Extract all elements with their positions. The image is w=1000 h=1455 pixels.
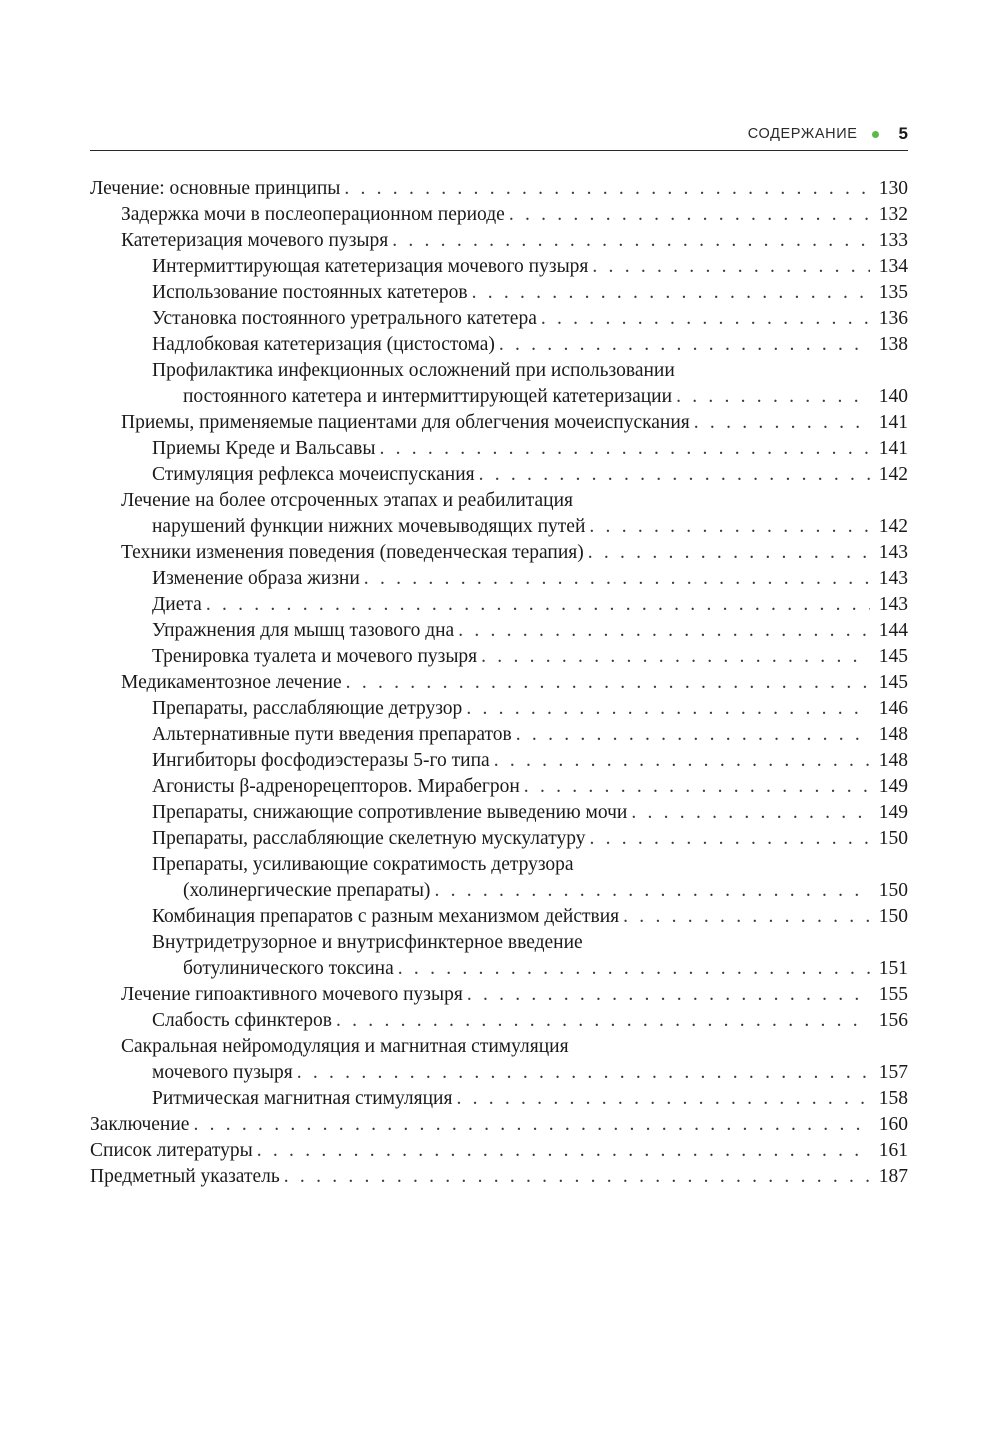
- dot-leader: [588, 540, 870, 566]
- toc-entry-title: Лечение на более отсроченных этапах и реабилитация: [121, 490, 574, 511]
- toc-entry-title: Альтернативные пути введения препаратов: [152, 724, 512, 745]
- toc-entry-title: Приемы Креде и Вальсавы: [152, 438, 376, 459]
- dot-leader: [284, 1164, 870, 1190]
- toc-page-number: 141: [878, 438, 908, 459]
- toc-entry-title: Задержка мочи в послеоперационном периоде: [121, 204, 505, 225]
- toc-page-number: 148: [878, 750, 908, 771]
- toc-entry-title: Предметный указатель: [90, 1166, 280, 1187]
- toc-entry: [90, 202, 908, 228]
- dot-leader: [364, 566, 870, 592]
- toc-entry-title: Приемы, применяемые пациентами для облегчения мочеиспускания: [121, 412, 690, 433]
- toc-entry: [90, 462, 908, 488]
- toc-page-number: 145: [878, 672, 908, 693]
- toc-page-number: 133: [878, 230, 908, 251]
- dot-leader: [541, 306, 870, 332]
- toc-entry-title: Лечение: основные принципы: [90, 178, 341, 199]
- toc-page-number: 130: [878, 178, 908, 199]
- toc-entry-title: Установка постоянного уретрального катетера: [152, 308, 537, 329]
- dot-leader: [193, 1112, 870, 1138]
- toc-page-number: 187: [878, 1166, 908, 1187]
- toc-entry: [90, 436, 908, 462]
- toc-entry-title: Изменение образа жизни: [152, 568, 360, 589]
- dot-leader: [589, 826, 870, 852]
- toc-entry-title-continuation: нарушений функции нижних мочевыводящих путей: [152, 516, 586, 537]
- toc-entry-title: Стимуляция рефлекса мочеиспускания: [152, 464, 475, 485]
- toc-page-number: 149: [878, 776, 908, 797]
- toc-entry: [90, 280, 908, 306]
- toc-page-number: 132: [878, 204, 908, 225]
- toc-page-number: 142: [878, 516, 908, 537]
- dot-leader: [466, 696, 870, 722]
- toc-entry-title-continuation: (холинергические препараты): [183, 880, 431, 901]
- toc-entry-title: Слабость сфинктеров: [152, 1010, 332, 1031]
- dot-leader: [676, 384, 870, 410]
- toc-page-number: 157: [878, 1062, 908, 1083]
- dot-leader: [694, 410, 870, 436]
- toc-entry-title: Агонисты β-адренорецепторов. Мирабегрон: [152, 776, 520, 797]
- toc-entry-title: Интермиттирующая катетеризация мочевого пузыря: [152, 256, 589, 277]
- dot-leader: [392, 228, 870, 254]
- toc-entry: [90, 254, 908, 280]
- toc-entry-title: Ритмическая магнитная стимуляция: [152, 1088, 453, 1109]
- toc-page-number: 150: [878, 880, 908, 901]
- toc-entry-title: Комбинация препаратов с разным механизмом действия: [152, 906, 620, 927]
- running-header: [90, 122, 908, 151]
- toc-page-number: 160: [878, 1114, 908, 1135]
- dot-leader: [467, 982, 870, 1008]
- toc-page-number: 143: [878, 594, 908, 615]
- toc-entry: [90, 1034, 908, 1086]
- toc-entry: [90, 1008, 908, 1034]
- toc-page-number: 156: [878, 1010, 908, 1031]
- toc-entry: [90, 358, 908, 410]
- toc-entry: [90, 1164, 908, 1190]
- toc-entry: [90, 1112, 908, 1138]
- toc-entry: [90, 930, 908, 982]
- toc-page-number: 135: [878, 282, 908, 303]
- toc-entry-title: Надлобковая катетеризация (цистостома): [152, 334, 495, 355]
- section-title: СОДЕРЖАНИЕ: [747, 126, 858, 142]
- dot-leader: [297, 1060, 870, 1086]
- toc-page-number: 134: [878, 256, 908, 277]
- toc-entry: [90, 748, 908, 774]
- dot-leader: [456, 1086, 870, 1112]
- toc-entry-title: Заключение: [90, 1114, 190, 1135]
- toc-page-number: 136: [878, 308, 908, 329]
- dot-leader: [336, 1008, 870, 1034]
- dot-leader: [499, 332, 870, 358]
- toc-entry: [90, 566, 908, 592]
- toc-entry: [90, 1138, 908, 1164]
- toc-entry: [90, 332, 908, 358]
- toc-entry-title: Ингибиторы фосфодиэстеразы 5-го типа: [152, 750, 490, 771]
- toc-entry: [90, 774, 908, 800]
- dot-leader: [481, 644, 870, 670]
- dot-leader: [631, 800, 870, 826]
- toc-page-number: 155: [878, 984, 908, 1005]
- toc-page-number: 141: [878, 412, 908, 433]
- toc-page-number: 145: [878, 646, 908, 667]
- toc-page-number: 149: [878, 802, 908, 823]
- toc-entry: [90, 540, 908, 566]
- toc-entry: [90, 410, 908, 436]
- toc-entry: [90, 670, 908, 696]
- dot-leader: [398, 956, 870, 982]
- toc-page-number: 158: [878, 1088, 908, 1109]
- green-dot-icon: [872, 131, 879, 138]
- toc-entry: [90, 826, 908, 852]
- dot-leader: [494, 748, 870, 774]
- toc-page-number: 150: [878, 828, 908, 849]
- dot-leader: [379, 436, 870, 462]
- toc-entry: [90, 982, 908, 1008]
- toc-entry: [90, 592, 908, 618]
- toc-entry: [90, 644, 908, 670]
- toc-page-number: 144: [878, 620, 908, 641]
- dot-leader: [592, 254, 870, 280]
- toc-entry: [90, 488, 908, 540]
- dot-leader: [589, 514, 870, 540]
- toc-entry: [90, 800, 908, 826]
- toc-page-number: 150: [878, 906, 908, 927]
- toc-entry-title-continuation: мочевого пузыря: [152, 1062, 293, 1083]
- toc-page-number: 148: [878, 724, 908, 745]
- toc-entry-title: Использование постоянных катетеров: [152, 282, 468, 303]
- toc-entry-title: Внутридетрузорное и внутрисфинктерное введение: [152, 932, 583, 953]
- toc-entry: [90, 306, 908, 332]
- dot-leader: [623, 904, 870, 930]
- toc-entry-title: Медикаментозное лечение: [121, 672, 342, 693]
- dot-leader: [472, 280, 870, 306]
- toc-page-number: 151: [878, 958, 908, 979]
- toc-entry-title: Список литературы: [90, 1140, 253, 1161]
- page-number: 5: [898, 124, 908, 143]
- toc-entry-title: Техники изменения поведения (поведенческая терапия): [121, 542, 584, 563]
- dot-leader: [346, 670, 870, 696]
- toc-page-number: 143: [878, 542, 908, 563]
- toc-page-number: 161: [878, 1140, 908, 1161]
- toc-entry-title: Препараты, расслабляющие скелетную мускулатуру: [152, 828, 586, 849]
- toc-entry-title: Препараты, снижающие сопротивление выведению мочи: [152, 802, 628, 823]
- toc-entry-title-continuation: ботулинического токсина: [183, 958, 394, 979]
- toc-entry: [90, 852, 908, 904]
- toc-entry: [90, 176, 908, 202]
- toc-page-number: 138: [878, 334, 908, 355]
- toc-page-number: 140: [878, 386, 908, 407]
- toc-entry: [90, 722, 908, 748]
- toc-entry: [90, 1086, 908, 1112]
- toc-entry-title: Тренировка туалета и мочевого пузыря: [152, 646, 478, 667]
- dot-leader: [434, 878, 870, 904]
- toc-entry: [90, 618, 908, 644]
- toc-entry-title: Сакральная нейромодуляция и магнитная стимуляция: [121, 1036, 569, 1057]
- dot-leader: [344, 176, 870, 202]
- table-of-contents: [90, 176, 908, 1190]
- dot-leader: [509, 202, 870, 228]
- dot-leader: [479, 462, 870, 488]
- toc-page-number: 143: [878, 568, 908, 589]
- toc-entry-title: Препараты, расслабляющие детрузор: [152, 698, 463, 719]
- toc-entry-title: Лечение гипоактивного мочевого пузыря: [121, 984, 463, 1005]
- toc-entry: [90, 228, 908, 254]
- toc-entry-title-continuation: постоянного катетера и интермиттирующей катетеризации: [183, 386, 673, 407]
- dot-leader: [516, 722, 870, 748]
- dot-leader: [458, 618, 870, 644]
- toc-entry-title: Упражнения для мышц тазового дна: [152, 620, 455, 641]
- toc-entry-title: Диета: [152, 594, 202, 615]
- dot-leader: [524, 774, 870, 800]
- toc-entry: [90, 696, 908, 722]
- dot-leader: [257, 1138, 870, 1164]
- toc-page-number: 146: [878, 698, 908, 719]
- toc-entry: [90, 904, 908, 930]
- toc-entry-title: Профилактика инфекционных осложнений при использовании: [152, 360, 675, 381]
- toc-entry-title: Катетеризация мочевого пузыря: [121, 230, 389, 251]
- toc-entry-title: Препараты, усиливающие сократимость детрузора: [152, 854, 574, 875]
- dot-leader: [206, 592, 870, 618]
- toc-page-number: 142: [878, 464, 908, 485]
